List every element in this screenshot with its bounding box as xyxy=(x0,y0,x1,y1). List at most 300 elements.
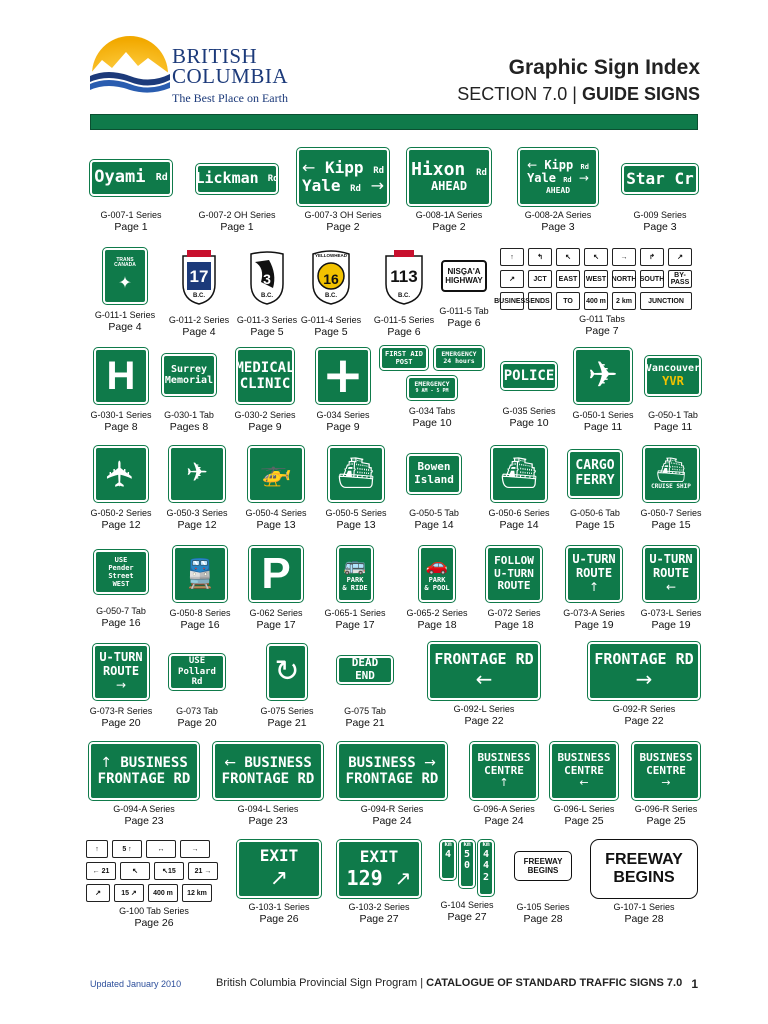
sign-line: CLINIC xyxy=(239,376,291,392)
page-ref: Page 18 xyxy=(494,619,534,631)
sign-entry xyxy=(560,450,630,532)
sign-line: Pender Street xyxy=(108,563,134,580)
page-ref: Page 28 xyxy=(523,913,563,925)
page-ref: Page 24 xyxy=(484,815,524,827)
tab-arrow: ↗ xyxy=(668,248,692,266)
series-label: G-073-A Series xyxy=(563,608,625,618)
page-ref: Page 8 xyxy=(104,421,138,433)
frontage-road-sign xyxy=(428,642,540,700)
street-name-sign xyxy=(196,164,278,194)
kilometre-markers xyxy=(432,840,502,896)
freeway-begins-tab xyxy=(515,852,571,880)
series-label: G-011 Tabs xyxy=(579,314,625,324)
sign-line: Pollard Rd xyxy=(178,666,216,688)
tab-label: BUSINESS xyxy=(500,292,524,310)
series-label: G-009 Series xyxy=(633,210,687,220)
tab-label: ↖ xyxy=(120,862,150,880)
sign-line: BEGINS xyxy=(527,866,559,875)
first-aid-tab xyxy=(434,346,484,370)
sign-line: U-TURN xyxy=(99,650,143,665)
page-ref: Page 20 xyxy=(101,717,141,729)
series-label: G-050-6 Tab xyxy=(570,508,620,518)
tab-label: 15 ↗ xyxy=(114,884,144,902)
page-ref: Page 9 xyxy=(326,421,360,433)
series-label: G-072 Series xyxy=(487,608,541,618)
arrow-left-icon: ← xyxy=(475,667,493,692)
airport-name-tab xyxy=(645,356,701,396)
sign-entry xyxy=(240,546,312,632)
arrow-left-icon: ← xyxy=(579,776,589,790)
tab-label: ↗ xyxy=(500,270,524,288)
first-aid-cross-icon: + xyxy=(316,348,370,404)
sign-line: NISG̱A'A xyxy=(447,266,481,276)
sign-entry xyxy=(368,248,440,339)
sign-entry xyxy=(376,346,488,430)
sign-line: U-TURN xyxy=(649,552,693,567)
sign-line: & RIDE xyxy=(342,584,368,593)
tab-label: ENDS xyxy=(528,292,552,310)
series-label: G-050-2 Series xyxy=(90,508,152,518)
series-label: G-075 Tab xyxy=(344,706,386,716)
sign-line: PARK xyxy=(346,576,364,585)
series-label: G-050-7 Tab xyxy=(96,606,146,616)
page-ref: Page 22 xyxy=(464,715,504,727)
sign-line: FREEWAY xyxy=(605,850,683,868)
page-ref: Page 14 xyxy=(414,519,454,531)
series-label: G-011-2 Series xyxy=(168,315,230,325)
sign-entry xyxy=(86,840,222,930)
sign-line: WEST xyxy=(112,580,130,589)
series-label: G-094-L Series xyxy=(237,804,299,814)
sign-line: POST xyxy=(395,358,413,366)
plane-glyph: ✈ xyxy=(100,458,142,490)
sign-entry xyxy=(402,148,496,234)
route-name-tab xyxy=(441,260,487,292)
page-ref: Page 23 xyxy=(124,815,164,827)
series-label: G-096-A Series xyxy=(473,804,535,814)
series-label: G-011-5 Series xyxy=(373,315,435,325)
page-ref: Page 11 xyxy=(653,421,693,433)
sign-line: CENTRE xyxy=(646,763,686,777)
km-value: 4 xyxy=(444,848,452,860)
series-label: G-007-1 Series xyxy=(100,210,162,220)
sign-entry xyxy=(252,644,322,730)
ferry-glyph: ⛴ xyxy=(499,455,539,491)
sign-line: PARK xyxy=(428,576,446,585)
tab-label: TO xyxy=(556,292,580,310)
sign-line: CARGO xyxy=(575,458,615,474)
parking-sign: P xyxy=(249,546,303,602)
truck-ferry-icon xyxy=(491,446,547,502)
tab-arrow: ↰ xyxy=(528,248,552,266)
series-label: G-050-4 Series xyxy=(245,508,307,518)
km-unit: km xyxy=(463,841,471,848)
sign-entry xyxy=(228,348,302,434)
tab-arrow: ↑ xyxy=(500,248,524,266)
sign-entry xyxy=(586,840,702,926)
program-name: British Columbia Provincial Sign Program xyxy=(216,977,418,989)
sign-line: Vancouver xyxy=(645,363,701,375)
page-ref: Page 6 xyxy=(447,317,481,329)
sign-entry xyxy=(86,742,202,828)
business-frontage-sign xyxy=(89,742,199,800)
sign-suffix: Rd xyxy=(476,167,487,178)
plane-glyph: ✈ xyxy=(587,355,619,397)
tab-label: 21 → xyxy=(188,862,218,880)
cruise-ship-icon xyxy=(643,446,699,502)
sign-suffix: Rd xyxy=(373,165,385,176)
sign-line: FOLLOW xyxy=(494,554,534,568)
advance-street-sign: ← Kipp Rd Yale Rd → AHEAD xyxy=(518,148,598,206)
tab-label: EAST xyxy=(556,270,580,288)
sign-line: AHEAD xyxy=(545,186,571,196)
sign-line: AHEAD xyxy=(430,179,468,194)
page-number: 1 xyxy=(691,977,698,991)
distance-tabs-row xyxy=(86,840,222,858)
business-frontage-sign xyxy=(213,742,323,800)
frontage-road-sign xyxy=(588,642,700,700)
sign-line: 24 hours xyxy=(443,357,475,365)
series-label: G-050-5 Tab xyxy=(409,508,459,518)
sign-line: Island xyxy=(414,473,454,486)
maple-leaf-icon: ✦ xyxy=(118,269,132,295)
series-label: G-107-1 Series xyxy=(613,902,675,912)
page-ref: Page 15 xyxy=(651,519,691,531)
page-ref: Page 15 xyxy=(575,519,615,531)
sign-line: CRUISE SHIP xyxy=(651,483,691,491)
logo-wordmark xyxy=(172,46,288,86)
series-label: G-050-3 Series xyxy=(166,508,228,518)
sign-entry xyxy=(160,446,234,532)
directional-tab xyxy=(94,550,148,594)
overhead-street-sign: ← Kipp Rd Yale Rd → xyxy=(297,148,389,206)
series-label: G-092-L Series xyxy=(453,704,515,714)
sign-suffix: Rd xyxy=(563,176,572,185)
sign-line: FIRST AID xyxy=(385,349,423,358)
ferry-icon xyxy=(328,446,384,502)
sign-entry xyxy=(86,644,156,730)
route-tabs-row xyxy=(500,248,704,266)
page-ref: Page 16 xyxy=(180,619,220,631)
page-ref: Page 5 xyxy=(314,326,348,338)
tab-label: JUNCTION xyxy=(640,292,692,310)
sign-entry xyxy=(398,454,470,532)
bc-sun-logo-icon xyxy=(88,30,172,94)
sign-entry xyxy=(478,546,550,632)
business-centre-sign xyxy=(550,742,618,800)
section-separator: | xyxy=(572,84,577,104)
page-ref: Page 6 xyxy=(387,326,421,338)
tab-label: WEST xyxy=(584,270,608,288)
page-ref: Page 16 xyxy=(101,617,141,629)
bc-logo xyxy=(88,30,288,110)
sign-entry xyxy=(546,742,622,828)
bus-glyph: 🚌 xyxy=(343,554,367,576)
page-ref: Page 22 xyxy=(624,715,664,727)
shield-badge: TRANS CANADA xyxy=(114,256,136,269)
header-rule xyxy=(90,114,698,130)
page-ref: Page 27 xyxy=(447,911,487,923)
ferry-destination-tab xyxy=(407,454,461,494)
sign-line: CENTRE xyxy=(564,763,604,777)
tab-label: SOUTH xyxy=(640,270,664,288)
sign-line: YVR xyxy=(662,373,684,388)
sign-line: EXIT xyxy=(259,846,299,866)
tab-arrow: ↖ xyxy=(556,248,580,266)
page-ref: Page 2 xyxy=(432,221,466,233)
sign-suffix: Rd xyxy=(580,162,589,171)
sign-line: ROUTE xyxy=(497,579,531,593)
tab-label: NORTH xyxy=(612,270,636,288)
series-label: G-103-2 Series xyxy=(348,902,410,912)
sign-entry xyxy=(434,260,494,330)
numbered-exit-sign xyxy=(337,840,421,898)
first-aid-tab xyxy=(407,376,457,400)
sign-entry xyxy=(190,160,284,234)
sign-line: U-TURN xyxy=(494,566,534,580)
sign-entry xyxy=(294,148,392,234)
ferry-glyph: ⛴ xyxy=(336,455,376,491)
series-label: G-073 Tab xyxy=(176,706,218,716)
uturn-glyph: ↻ xyxy=(274,653,300,689)
sign-line: BEGINS xyxy=(613,869,675,886)
series-label: G-073-L Series xyxy=(640,608,702,618)
sign-entry xyxy=(238,446,314,532)
arrow-right-icon: → xyxy=(635,667,653,692)
sign-entry xyxy=(334,742,450,828)
sign-entry xyxy=(466,742,542,828)
sign-entry xyxy=(480,446,558,532)
arrow-left-icon: ← xyxy=(665,579,677,594)
sign-entry xyxy=(566,348,640,434)
sign-entry xyxy=(492,362,566,430)
series-label: G-035 Series xyxy=(502,406,556,416)
arrow-up-icon: ↑ xyxy=(588,579,600,594)
series-label: G-008-2A Series xyxy=(524,210,592,220)
page-ref: Page 26 xyxy=(259,913,299,925)
catalogue-name: CATALOGUE OF STANDARD TRAFFIC SIGNS 7.0 xyxy=(426,977,683,989)
tab-label: ↔ xyxy=(146,840,176,858)
sign-entry xyxy=(296,248,366,339)
uturn-route-sign xyxy=(566,546,622,602)
series-label: G-030-1 Tab xyxy=(164,410,214,420)
sign-line: ROUTE xyxy=(652,566,690,581)
page-ref: Page 23 xyxy=(248,815,288,827)
sign-line: Kipp xyxy=(325,157,364,177)
series-label: G-011-4 Series xyxy=(300,315,362,325)
tab-label: ← 21 xyxy=(86,862,116,880)
tab-label: 12 km xyxy=(182,884,212,902)
tab-label: ↑ xyxy=(86,840,108,858)
sign-suffix: Rd xyxy=(267,173,279,184)
page-ref: Page 24 xyxy=(372,815,412,827)
arrow-up-icon: ↑ xyxy=(100,754,112,771)
arrow-left-icon: ← xyxy=(224,754,236,771)
series-label: G-100 Tab Series xyxy=(119,906,189,916)
page-ref: Page 25 xyxy=(646,815,686,827)
sign-line: FREEWAY xyxy=(523,856,563,866)
series-label: G-050-7 Series xyxy=(640,508,702,518)
car-glyph: 🚗 xyxy=(425,554,449,576)
tab-label: JCT xyxy=(528,270,552,288)
sign-line: FRONTAGE RD xyxy=(221,771,315,787)
series-label: G-094-A Series xyxy=(113,804,175,814)
medical-clinic-sign xyxy=(236,348,294,404)
sign-entry xyxy=(640,356,706,434)
exit-sign xyxy=(237,840,321,898)
page-ref: Page 4 xyxy=(182,326,216,338)
hospital-sign: H xyxy=(94,348,148,404)
sign-line: BUSINESS xyxy=(244,754,312,771)
sign-entry xyxy=(330,656,400,730)
page-ref: Page 25 xyxy=(564,815,604,827)
updated-note: Updated January 2010 xyxy=(90,979,182,989)
sign-entry xyxy=(162,546,238,632)
sign-entry xyxy=(316,546,394,632)
sign-line: FERRY xyxy=(575,473,615,488)
tab-label: BY-PASS xyxy=(668,270,692,288)
sign-entry xyxy=(494,248,704,338)
trans-canada-shield xyxy=(103,248,147,304)
sign-entry xyxy=(232,248,302,339)
sign-entry xyxy=(210,742,326,828)
sign-line: & POOL xyxy=(424,584,450,593)
sign-line: FRONTAGE RD xyxy=(345,771,439,787)
series-label: G-030-2 Series xyxy=(234,410,296,420)
uturn-route-sign xyxy=(643,546,699,602)
page-ref: Page 28 xyxy=(624,913,664,925)
sign-entry xyxy=(86,348,156,434)
ship-glyph: ⛴ xyxy=(655,455,687,484)
page-ref: Page 2 xyxy=(326,221,360,233)
sign-entry xyxy=(558,546,630,632)
sign-entry xyxy=(86,446,156,532)
page-ref: Page 12 xyxy=(101,519,141,531)
distance-tabs-row xyxy=(86,884,222,902)
sign-suffix: Rd xyxy=(350,184,361,194)
sign-line: USE xyxy=(114,555,128,564)
arrow-diagonal-icon: ↗ xyxy=(269,865,289,891)
sign-entry xyxy=(332,840,426,926)
sign-entry xyxy=(628,742,704,828)
sign-line: Kipp xyxy=(544,157,574,172)
business-frontage-sign xyxy=(337,742,447,800)
sign-line: EXIT xyxy=(359,847,399,867)
sign-line: Surrey xyxy=(170,363,208,375)
follow-uturn-sign xyxy=(486,546,542,602)
page-ref: Page 21 xyxy=(345,717,385,729)
arrow-right-icon: → xyxy=(661,776,671,790)
sign-line: FRONTAGE RD xyxy=(97,771,191,787)
page-ref: Page 14 xyxy=(499,519,539,531)
page-ref: Page 3 xyxy=(541,221,575,233)
business-centre-sign xyxy=(470,742,538,800)
sign-entry xyxy=(432,840,502,924)
tab-label: → xyxy=(180,840,210,858)
sign-line: USE xyxy=(188,656,206,667)
park-ride-sign xyxy=(337,546,373,602)
sign-entry xyxy=(232,840,326,926)
series-label: G-050-1 Series xyxy=(572,410,634,420)
tab-label: ↖15 xyxy=(154,862,184,880)
advance-street-sign xyxy=(407,148,491,206)
page-ref: Page 26 xyxy=(134,917,174,929)
page-ref: Page 13 xyxy=(256,519,296,531)
sign-line: Bowen xyxy=(417,460,451,474)
series-label: G-096-L Series xyxy=(553,804,615,814)
series-label: G-094-R Series xyxy=(360,804,424,814)
tab-arrow: ↖ xyxy=(584,248,608,266)
sign-line: FRONTAGE RD xyxy=(594,649,694,668)
sign-line: CENTRE xyxy=(484,763,524,777)
sign-line: 9 AM - 5 PM xyxy=(415,387,449,394)
sign-entry xyxy=(510,148,606,234)
plane-glyph: ✈ xyxy=(186,458,208,489)
sign-text: Lickman xyxy=(195,169,259,188)
series-label: G-096-R Series xyxy=(634,804,698,814)
series-label: G-011-5 Tab xyxy=(439,306,489,316)
page-ref: Page 1 xyxy=(114,221,148,233)
sign-line: U-TURN xyxy=(572,552,616,567)
page-ref: Page 27 xyxy=(359,913,399,925)
sign-entry xyxy=(636,446,706,532)
series-label: G-065-2 Series xyxy=(406,608,468,618)
sign-line: ROUTE xyxy=(575,566,613,581)
exit-number: 129 xyxy=(346,865,383,890)
sign-entry xyxy=(584,642,704,728)
page-ref: Page 7 xyxy=(585,325,619,337)
series-label: G-050-6 Series xyxy=(488,508,550,518)
km-unit: km xyxy=(482,841,490,848)
sign-entry xyxy=(424,642,544,728)
page-ref: Page 21 xyxy=(267,717,307,729)
series-label: G-011-3 Series xyxy=(236,315,298,325)
page-ref: Page 20 xyxy=(177,717,217,729)
arrow-diagonal-icon: ↗ xyxy=(394,865,412,890)
sign-line: EMERGENCY xyxy=(441,349,477,358)
arrow-up-icon: ↑ xyxy=(499,776,509,790)
sign-line: FRONTAGE RD xyxy=(434,649,534,668)
uturn-symbol-icon xyxy=(267,644,307,700)
sign-line: BUSINESS xyxy=(348,754,416,771)
sign-entry xyxy=(162,654,232,730)
tab-label: 5 ↑ xyxy=(112,840,142,858)
page-ref: Page 19 xyxy=(651,619,691,631)
sign-line: Hixon xyxy=(411,158,466,180)
km-marker xyxy=(459,840,475,888)
series-label: G-034 Tabs xyxy=(408,406,456,416)
freeway-begins-sign xyxy=(591,840,697,898)
police-sign: POLICE xyxy=(501,362,557,390)
series-label: G-075 Series xyxy=(260,706,314,716)
series-label: G-007-3 OH Series xyxy=(304,210,382,220)
route-tabs-row xyxy=(494,292,704,310)
page-ref: Page 11 xyxy=(583,421,623,433)
train-glyph: 🚆 xyxy=(182,556,218,590)
tab-label: 400 m xyxy=(148,884,178,902)
logo-line2: COLUMBIA xyxy=(172,64,289,88)
cargo-ferry-tab xyxy=(568,450,622,498)
tab-label: 400 m xyxy=(584,292,608,310)
sign-entry xyxy=(318,446,394,532)
page-ref: Pages 8 xyxy=(169,421,209,433)
tab-arrow: → xyxy=(612,248,636,266)
logo-tagline: The Best Place on Earth xyxy=(172,91,288,105)
first-aid-tab xyxy=(380,346,428,370)
page-ref: Page 19 xyxy=(574,619,614,631)
tab-arrow: ↱ xyxy=(640,248,664,266)
page-ref: Page 10 xyxy=(412,417,452,429)
